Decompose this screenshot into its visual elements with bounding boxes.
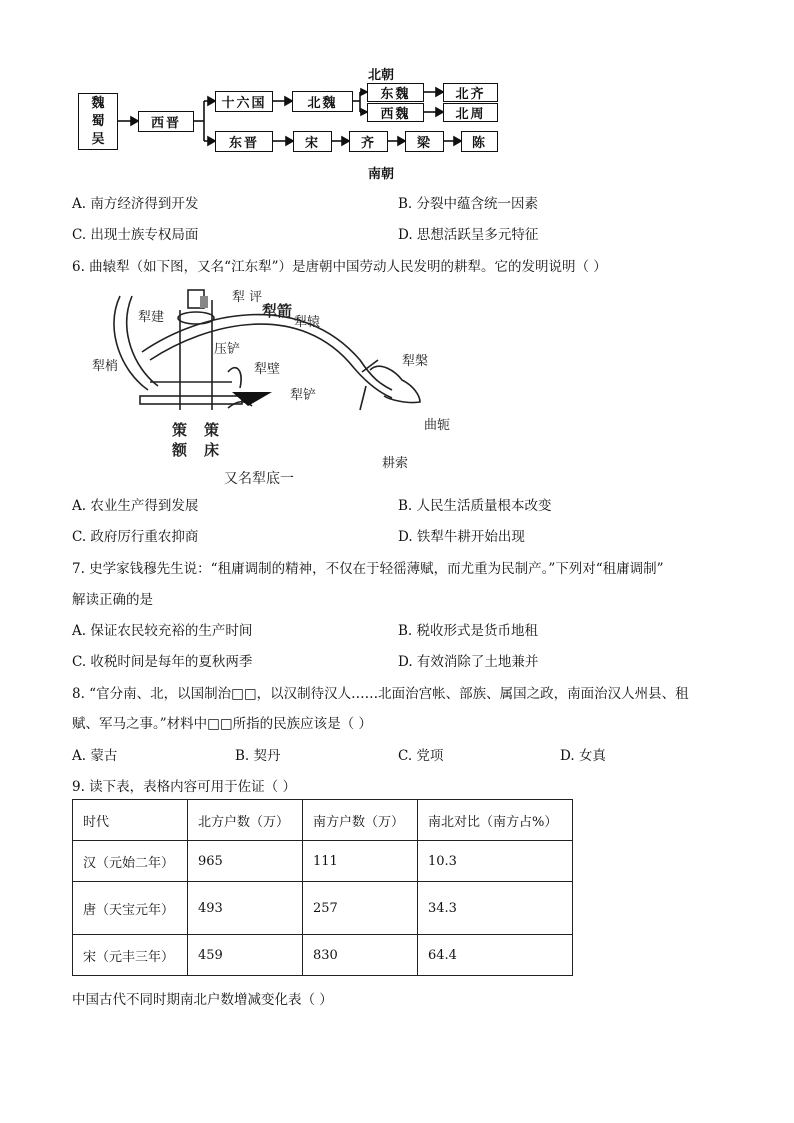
plow-label-libi: 犁壁: [254, 362, 281, 377]
q9-stem: 9. 读下表，表格内容可用于佐证（ ）: [72, 779, 296, 795]
table-row: [73, 882, 573, 935]
plow-label-lipin: 犁 评: [232, 290, 263, 305]
flow-label-nanchao: 南朝: [368, 167, 395, 182]
plow-label-yachan: 压铲: [214, 342, 241, 357]
table-header-cell: 南北对比（南方占%）: [418, 800, 573, 841]
q7-option-d[interactable]: D. 有效消除了土地兼并: [398, 654, 539, 670]
q7-option-c[interactable]: C. 收税时间是每年的夏秋两季: [72, 654, 253, 670]
flow-box-chen: 陈: [461, 131, 498, 152]
flow-box-qi: 齐: [349, 131, 388, 152]
table-cell: 830: [303, 935, 418, 976]
table-cell: 111: [303, 841, 418, 882]
table-header-cell: 时代: [73, 800, 188, 841]
q6-option-d[interactable]: D. 铁犁牛耕开始出现: [398, 529, 525, 545]
plow-label-ce-chuang: 策 床: [204, 421, 220, 459]
table-cell: 唐（天宝元年）: [73, 882, 188, 935]
q6-option-b[interactable]: B. 人民生活质量根本改变: [398, 498, 552, 514]
plow-label-alias: 又名犁底一: [224, 471, 294, 487]
q8-option-a[interactable]: A. 蒙古: [72, 748, 118, 764]
q8-stem-line1: 8. “官分南、北，以国制治□□，以汉制待汉人……北面治宫帐、部族、属国之政，南面治汉人州县、租: [72, 686, 689, 702]
flow-text-wu: 吴: [91, 131, 105, 147]
table-header-cell: 南方户数（万）: [303, 800, 418, 841]
plow-label-lichan: 犁铲: [290, 388, 317, 403]
plow-label-gengsuo: 耕索: [382, 456, 409, 471]
plow-drawing: [0, 0, 794, 500]
table-cell: 459: [188, 935, 303, 976]
q7-option-b[interactable]: B. 税收形式是货币地租: [398, 623, 539, 639]
flow-box-xiwei: 西魏: [367, 103, 424, 122]
q7-stem-line2: 解读正确的是: [72, 592, 153, 608]
table-header-cell: 北方户数（万）: [188, 800, 303, 841]
plow-label-ce-e: 策 额: [172, 421, 188, 459]
plow-label-lishao: 犁梢: [92, 359, 119, 374]
table-row: [73, 841, 573, 882]
q9-table-caption: 中国古代不同时期南北户数增减变化表（ ）: [72, 992, 333, 1008]
q8-option-b[interactable]: B. 契丹: [235, 748, 281, 764]
table-cell: 10.3: [418, 841, 573, 882]
flow-text-wei: 魏: [91, 95, 105, 111]
table-cell: 965: [188, 841, 303, 882]
q7-stem-line1: 7. 史学家钱穆先生说：“租庸调制的精神，不仅在于轻徭薄赋，而尤重为民制产。”下列对“租庸调制”: [72, 561, 664, 577]
flow-box-beiwei: 北魏: [292, 91, 353, 112]
q8-option-c[interactable]: C. 党项: [398, 748, 444, 764]
q5-option-c[interactable]: C. 出现士族专权局面: [72, 227, 199, 243]
q5-option-b[interactable]: B. 分裂中蕴含统一因素: [398, 196, 539, 212]
plow-label-lijian2: 犁箭: [262, 302, 293, 320]
flow-box-dongjin: 东晋: [215, 131, 273, 152]
table-cell: 64.4: [418, 935, 573, 976]
flow-box-beiqi: 北齐: [443, 83, 498, 102]
q6-stem: 6. 曲辕犁（如下图，又名“江东犁”）是唐朝中国劳动人民发明的耕犁。它的发明说明（ ）: [72, 259, 607, 275]
flow-box-song: 宋: [293, 131, 332, 152]
flow-text-shu: 蜀: [91, 113, 105, 129]
flow-box-shiliuguo: 十六国: [215, 91, 273, 112]
table-header-row: [73, 800, 573, 841]
q7-option-a[interactable]: A. 保证农民较充裕的生产时间: [72, 623, 253, 639]
flow-box-dongwei: 东魏: [367, 83, 424, 102]
table-cell: 257: [303, 882, 418, 935]
q8-option-d[interactable]: D. 女真: [560, 748, 606, 764]
table-cell: 宋（元丰三年）: [73, 935, 188, 976]
flow-label-beichao: 北朝: [368, 68, 395, 83]
table-cell: 34.3: [418, 882, 573, 935]
q5-option-d[interactable]: D. 思想活跃呈多元特征: [398, 227, 539, 243]
flow-box-liang: 梁: [405, 131, 444, 152]
q6-option-c[interactable]: C. 政府厉行重农抑商: [72, 529, 199, 545]
table-cell: 汉（元始二年）: [73, 841, 188, 882]
table-row: [73, 935, 573, 976]
q8-stem-line2: 赋、军马之事。”材料中□□所指的民族应该是（ ）: [72, 716, 372, 732]
plow-label-lipan: 犁槃: [402, 354, 429, 369]
household-table: [72, 799, 573, 976]
plow-label-lijian: 犁建: [138, 310, 165, 325]
plow-label-quyuan: 曲轭: [424, 418, 451, 433]
table-cell: 493: [188, 882, 303, 935]
plow-label-liyuan: 犁辕: [294, 315, 321, 330]
q5-option-a[interactable]: A. 南方经济得到开发: [72, 196, 199, 212]
q6-option-a[interactable]: A. 农业生产得到发展: [72, 498, 199, 514]
flow-box-beizhou: 北周: [443, 103, 498, 122]
flow-box-xijin: 西晋: [138, 111, 194, 132]
